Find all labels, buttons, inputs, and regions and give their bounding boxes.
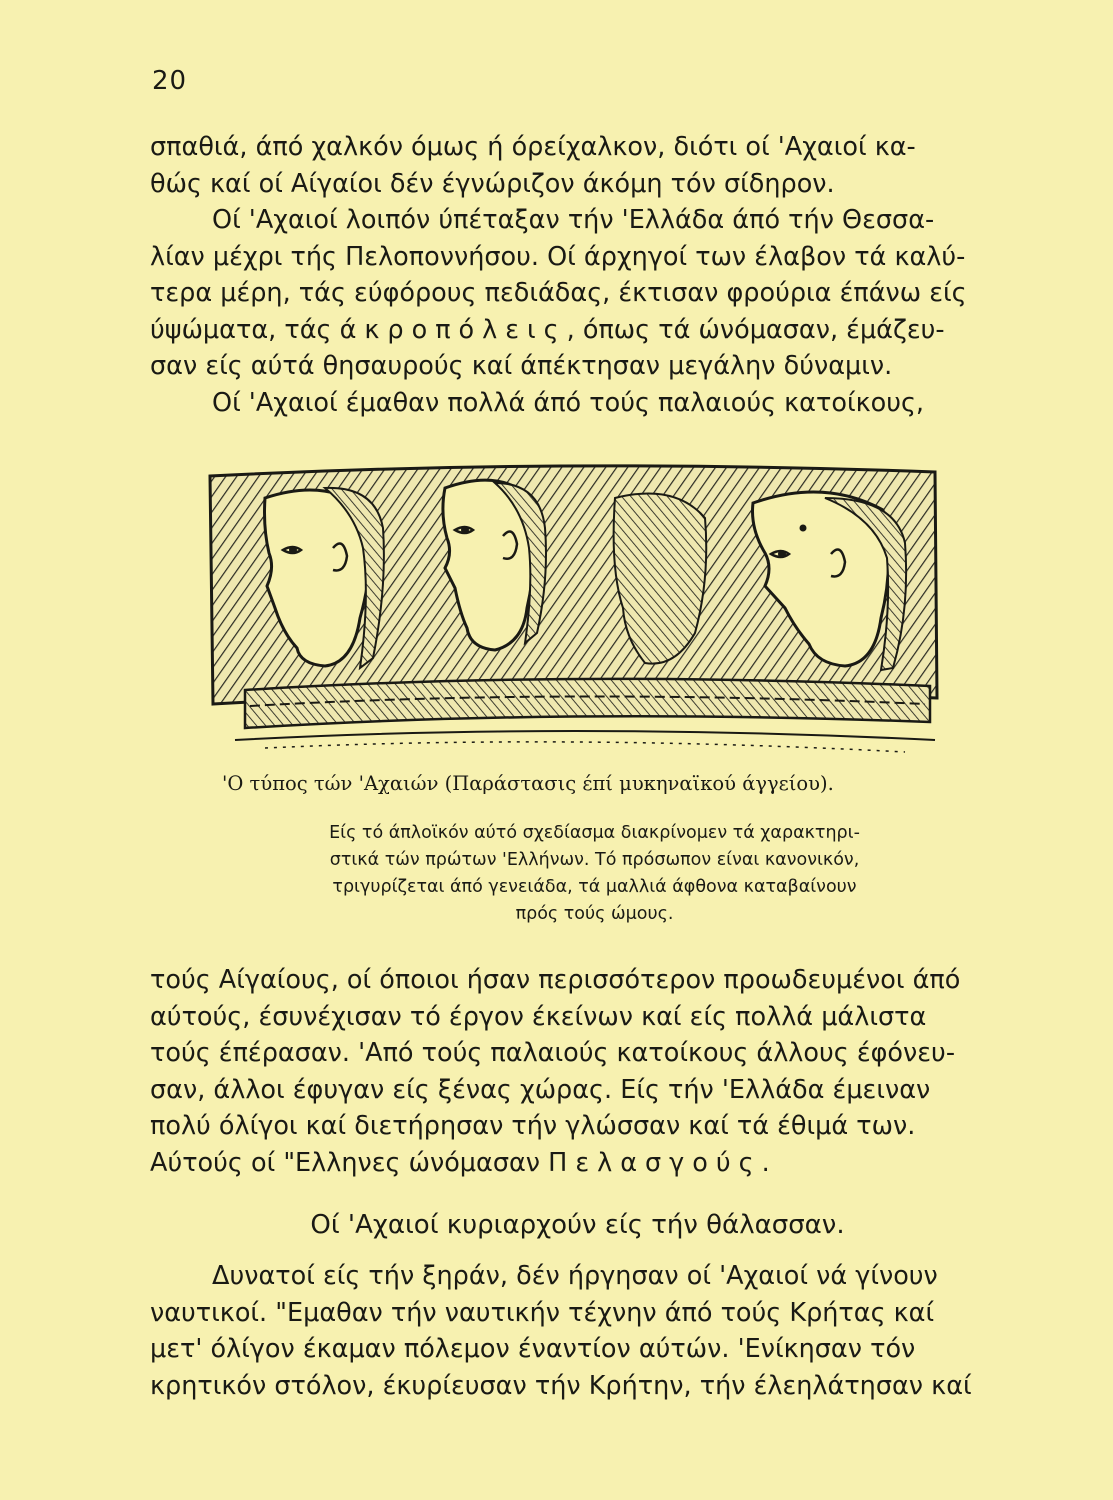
text-line: Οί 'Αχαιοί λοιπόν ύπέταξαν τήν 'Ελλάδα άπό τήν Θεσσα- bbox=[212, 205, 935, 235]
spaced-term-pelasgous: Πελασγούς bbox=[548, 1147, 762, 1178]
caption-line: πρός τούς ώμους. bbox=[515, 904, 674, 924]
spaced-term-akropoleis: άκροπόλεις bbox=[339, 314, 567, 345]
figure-caption-body bbox=[222, 820, 967, 928]
text-line: λίαν μέχρι τής Πελοποννήσου. Οί άρχηγοί των έλαβον τά καλύ- bbox=[150, 241, 966, 272]
text-fragment: ύψώματα, τάς bbox=[150, 314, 340, 345]
caption-line: τριγυρίζεται άπό γενειάδα, τά μαλλιά άφθονα καταβαίνουν bbox=[332, 877, 857, 897]
text-fragment: . bbox=[761, 1147, 770, 1178]
text-line: κρητικόν στόλον, έκυρίευσαν τήν Κρήτην, τήν έλεηλάτησαν καί bbox=[150, 1370, 972, 1401]
text-line: Οί 'Αχαιοί έμαθαν πολλά άπό τούς παλαιούς κατοίκους, bbox=[212, 387, 925, 418]
text-fragment: , όπως τά ώνόμασαν, έμάζευ- bbox=[566, 314, 945, 345]
text-line: σπαθιά, άπό χαλκόν όμως ή όρείχαλκον, διότι οί 'Αχαιοί κα- bbox=[150, 132, 916, 162]
text-line: τούς Αίγαίους, οί όποιοι ήσαν περισσότερον προωδευμένοι άπό bbox=[150, 965, 961, 995]
text-line: ναυτικοί. "Εμαθαν τήν ναυτικήν τέχνην άπό τούς Κρήτας καί bbox=[150, 1297, 935, 1328]
text-line: τερα μέρη, τάς εύφόρους πεδιάδας, έκτισαν φρούρια έπάνω είς bbox=[150, 278, 967, 308]
text-line bbox=[150, 312, 1005, 349]
text-line: μετ' όλίγον έκαμαν πόλεμον έναντίον αύτών. 'Ενίκησαν τόν bbox=[150, 1334, 916, 1364]
text-line: πολύ όλίγοι καί διετήρησαν τήν γλώσσαν καί τά έθιμά των. bbox=[150, 1111, 916, 1141]
text-line: σαν είς αύτά θησαυρούς καί άπέκτησαν μεγάλην δύναμιν. bbox=[150, 351, 893, 381]
text-line: τούς έπέρασαν. 'Από τούς παλαιούς κατοίκους άλλους έφόνευ- bbox=[150, 1038, 956, 1068]
caption-line: στικά τών πρώτων 'Ελλήνων. Τό πρόσωπον είναι κανονικόν, bbox=[329, 850, 860, 870]
text-block-bottom bbox=[150, 1258, 1005, 1404]
text-block-top bbox=[150, 129, 1005, 421]
text-block-middle bbox=[150, 962, 1005, 1181]
page-number: 20 bbox=[152, 66, 188, 96]
text-line: αύτούς, έσυνέχισαν τό έργον έκείνων καί είς πολλά μάλιστα bbox=[150, 1001, 927, 1032]
text-line: Δυνατοί είς τήν ξηράν, δέν ήργησαν οί 'Αχαιοί νά γίνουν bbox=[212, 1261, 938, 1291]
text-line: θώς καί οί Αίγαίοι δέν έγνώριζον άκόμη τόν σίδηρον. bbox=[150, 168, 835, 199]
figure-caption-title: 'Ο τύπος τών 'Αχαιών (Παράστασις έπί μυκηναϊκού άγγείου). bbox=[222, 772, 834, 795]
section-heading: Οί 'Αχαιοί κυριαρχούν είς τήν θάλασσαν. bbox=[310, 1210, 845, 1240]
text-line: σαν, άλλοι έφυγαν είς ξένας χώρας. Είς τήν 'Ελλάδα έμειναν bbox=[150, 1074, 931, 1105]
text-fragment: Αύτούς οί "Ελληνες ώνόμασαν bbox=[150, 1147, 549, 1178]
caption-line: Είς τό άπλοϊκόν αύτό σχεδίασμα διακρίνομεν τά χαρακτηρι- bbox=[329, 823, 860, 843]
mycenaean-vase-illustration bbox=[205, 458, 940, 763]
text-line bbox=[150, 1145, 1005, 1182]
